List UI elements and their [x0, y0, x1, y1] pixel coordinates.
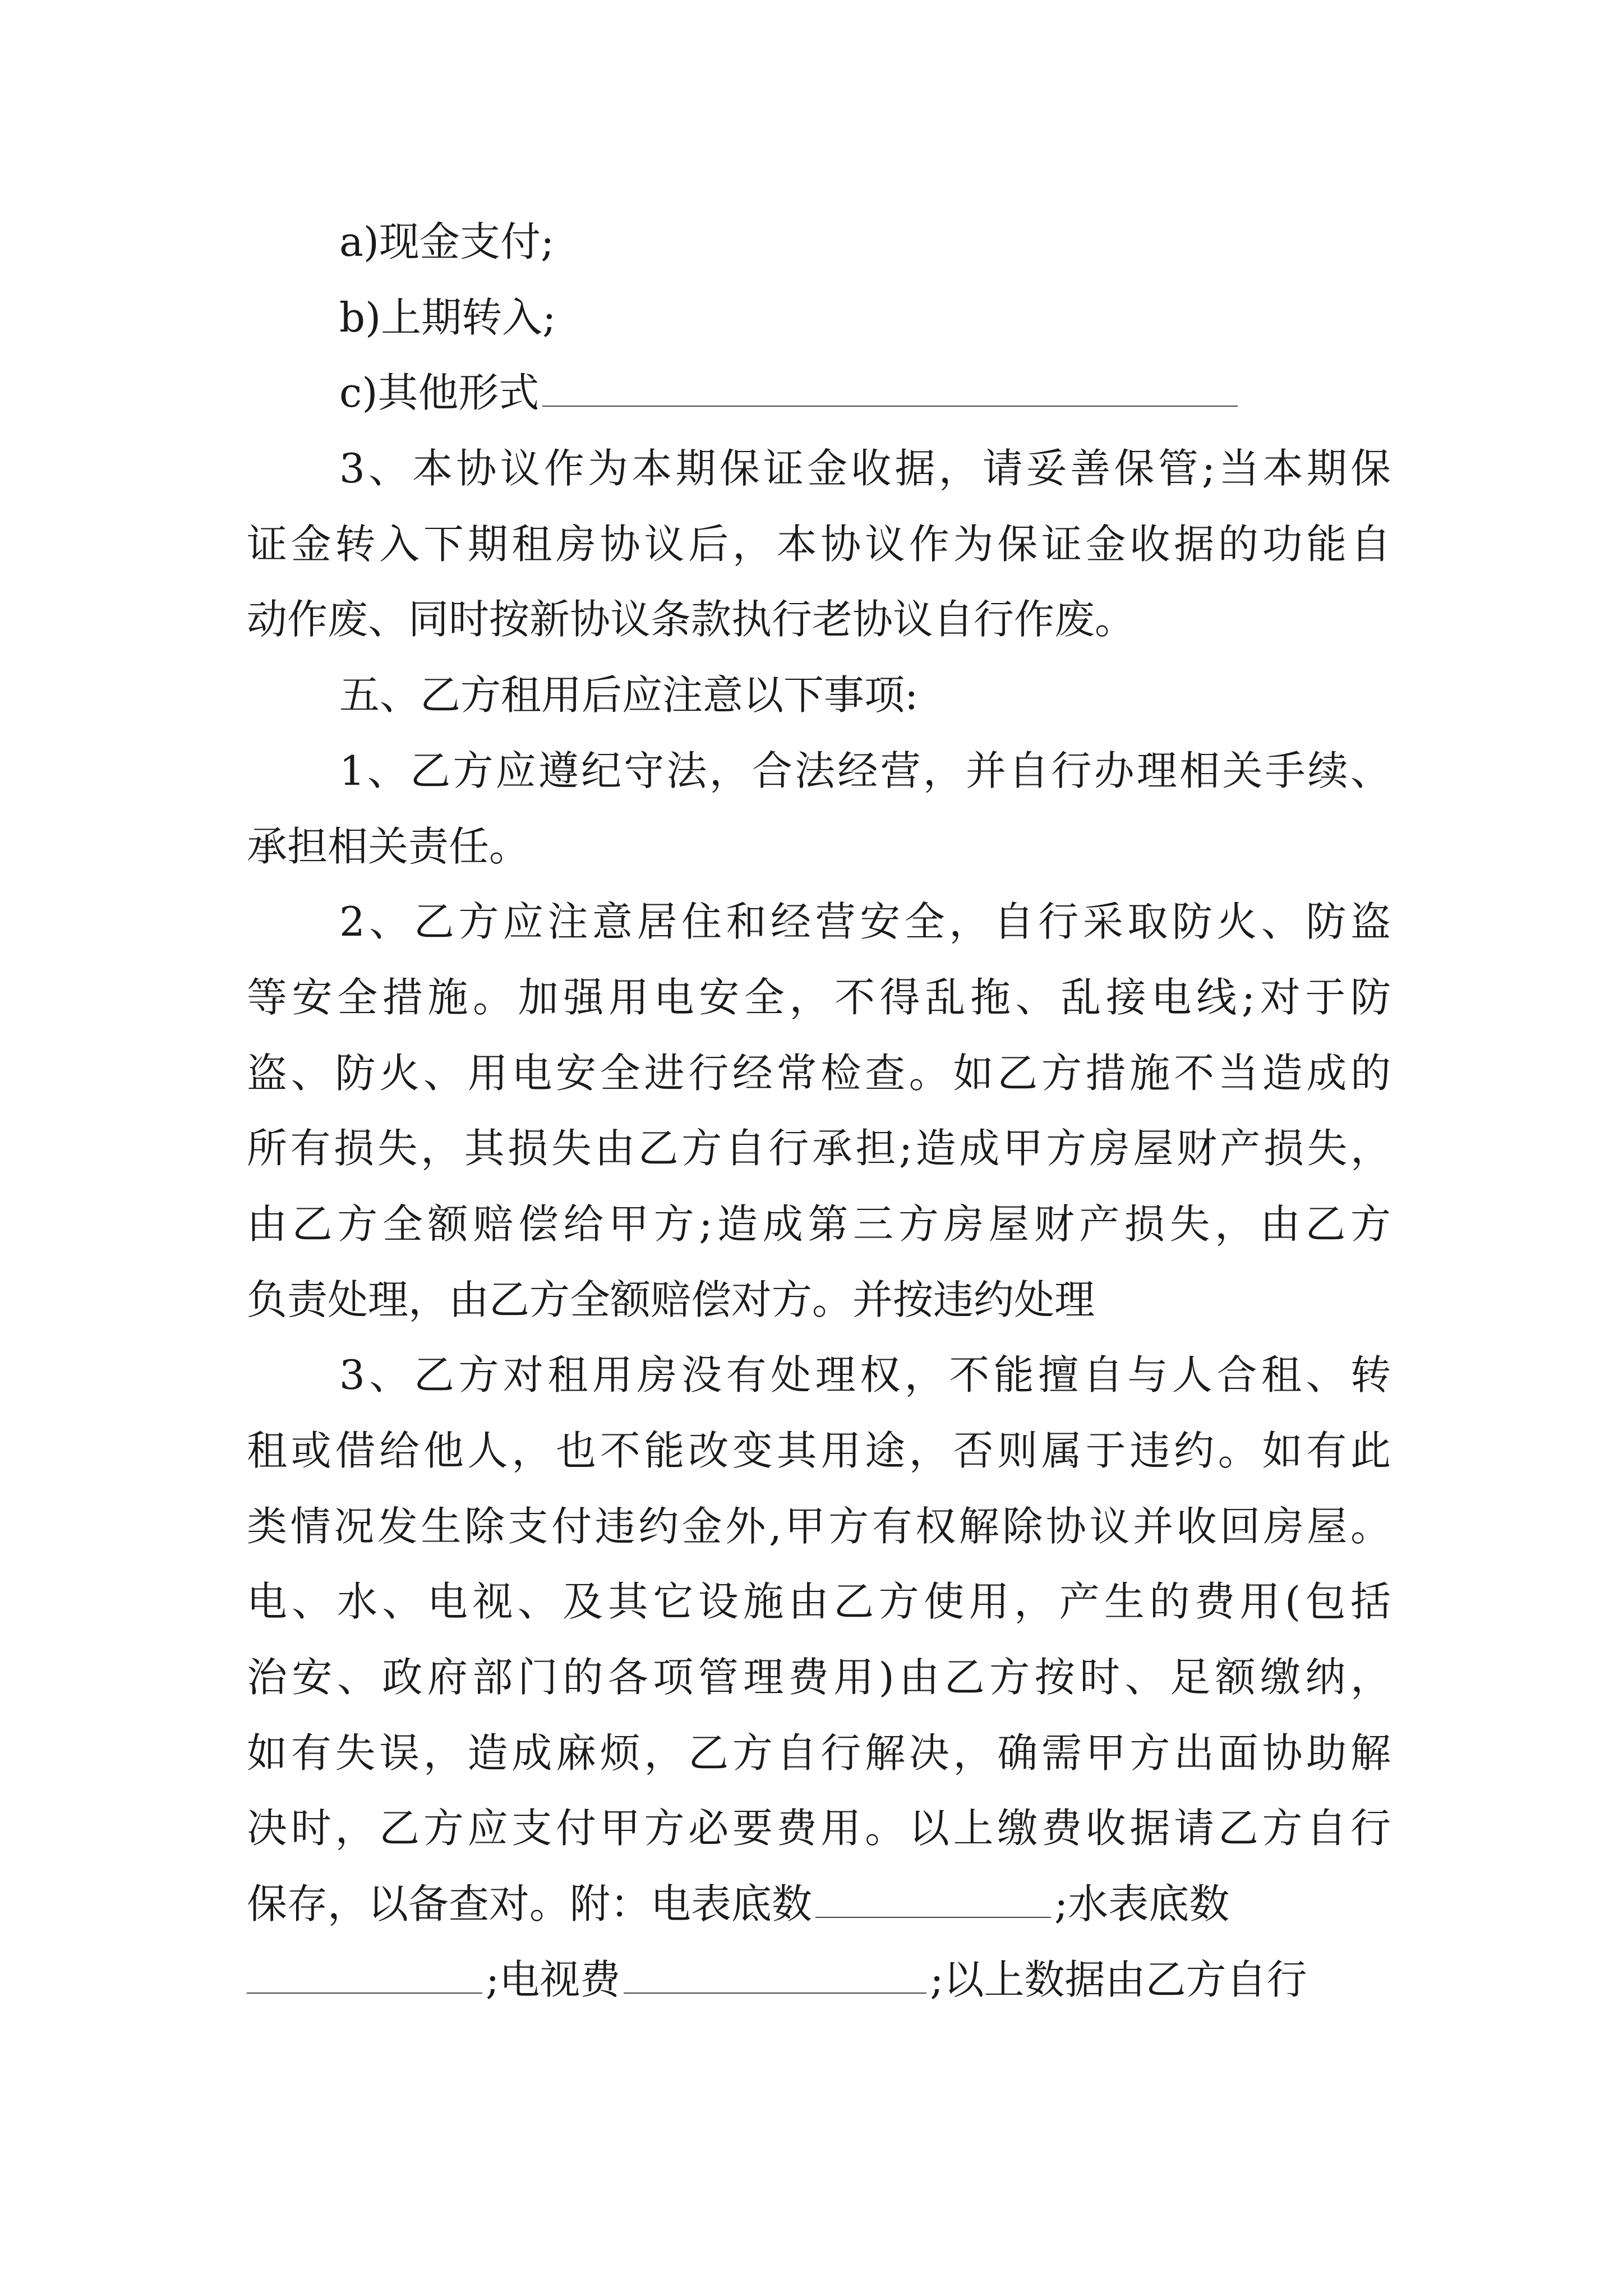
item-5-3-line-4	[247, 1564, 1391, 1640]
option-c-text: c)其他形式	[339, 369, 540, 417]
item-5-1-line-1	[247, 733, 1391, 809]
item-5-2-text-3: 盗、防火、用电安全进行经常检查。如乙方措施不当造成的	[247, 1049, 1391, 1097]
item-5-3-line-7	[247, 1791, 1391, 1866]
item-5-2-line-6	[247, 1262, 1391, 1338]
item-5-3-text-4: 电、水、电视、及其它设施由乙方使用，产生的费用(包括	[247, 1578, 1391, 1626]
option-b-text: b)上期转入;	[339, 293, 556, 341]
item-5-3-text-7: 决时，乙方应支付甲方必要费用。以上缴费收据请乙方自行	[247, 1805, 1391, 1852]
clause-3-line-2	[247, 507, 1391, 582]
clause-3-line-3	[247, 582, 1391, 657]
item-5-2-text-2: 等安全措施。加强用电安全，不得乱拖、乱接电线;对于防	[247, 973, 1391, 1021]
clause-3-line-1	[247, 431, 1391, 507]
item-5-3-text-8: 保存，以备查对。附：电表底数	[247, 1880, 813, 1928]
item-5-3-text-9: ;以上数据由乙方自行	[930, 1955, 1307, 2003]
item-5-2-text-1: 2、乙方应注意居住和经营安全，自行采取防火、防盗	[339, 898, 1391, 946]
item-5-3-text-6: 如有失误，造成麻烦，乙方自行解决，确需甲方出面协助解	[247, 1729, 1391, 1777]
item-5-1-text-2: 承担相关责任。	[247, 822, 530, 870]
item-5-2-text-6: 负责处理，由乙方全额赔偿对方。并按违约处理	[247, 1276, 1095, 1323]
item-5-3-text-1: 3、乙方对租用房没有处理权，不能擅自与人合租、转	[339, 1351, 1391, 1399]
item-5-2-text-5: 由乙方全额赔偿给甲方;造成第三方房屋财产损失，由乙方	[247, 1200, 1391, 1248]
item-5-2-text-4: 所有损失，其损失由乙方自行承担;造成甲方房屋财产损失，	[247, 1125, 1391, 1172]
payment-option-b	[247, 280, 1391, 356]
payment-option-a	[247, 204, 1391, 280]
item-5-3-line-1	[247, 1337, 1391, 1413]
item-5-3-line-2	[247, 1413, 1391, 1489]
item-5-3-line-8	[247, 1866, 1391, 1942]
option-a-text: a)现金支付;	[339, 218, 555, 265]
tv-fee-blank[interactable]	[624, 1952, 926, 1994]
other-form-blank[interactable]	[542, 365, 1238, 407]
item-5-3-line-9	[247, 1942, 1391, 2018]
water-meter-label: ;水表底数	[1054, 1880, 1230, 1928]
clause-3-text-1: 3、本协议作为本期保证金收据，请妥善保管;当本期保	[339, 445, 1391, 493]
section-5-heading	[247, 657, 1391, 733]
document-body	[247, 204, 1391, 2018]
electric-meter-blank[interactable]	[815, 1876, 1051, 1918]
item-5-2-line-2	[247, 960, 1391, 1036]
item-5-2-line-4	[247, 1111, 1391, 1186]
item-5-3-text-2: 租或借给他人，也不能改变其用途，否则属于违约。如有此	[247, 1427, 1391, 1474]
clause-3-text-2: 证金转入下期租房协议后，本协议作为保证金收据的功能自	[247, 520, 1391, 568]
item-5-3-line-3	[247, 1489, 1391, 1565]
item-5-3-text-5: 治安、政府部门的各项管理费用)由乙方按时、足额缴纳，	[247, 1654, 1391, 1701]
item-5-3-line-5	[247, 1640, 1391, 1715]
item-5-2-line-3	[247, 1036, 1391, 1111]
item-5-1-line-2	[247, 809, 1391, 885]
item-5-2-line-5	[247, 1186, 1391, 1262]
water-meter-blank[interactable]	[247, 1952, 482, 1994]
item-5-3-text-3: 类情况发生除支付违约金外,甲方有权解除协议并收回房屋。	[247, 1502, 1391, 1550]
item-5-3-line-6	[247, 1715, 1391, 1791]
item-5-2-line-1	[247, 884, 1391, 960]
section-5-title: 五、乙方租用后应注意以下事项:	[339, 671, 919, 719]
payment-option-c	[247, 355, 1391, 431]
clause-3-text-3: 动作废、同时按新协议条款执行老协议自行作废。	[247, 596, 1136, 643]
item-5-1-text-1: 1、乙方应遵纪守法，合法经营，并自行办理相关手续、	[339, 747, 1391, 794]
tv-fee-label: ;电视费	[486, 1955, 621, 2003]
